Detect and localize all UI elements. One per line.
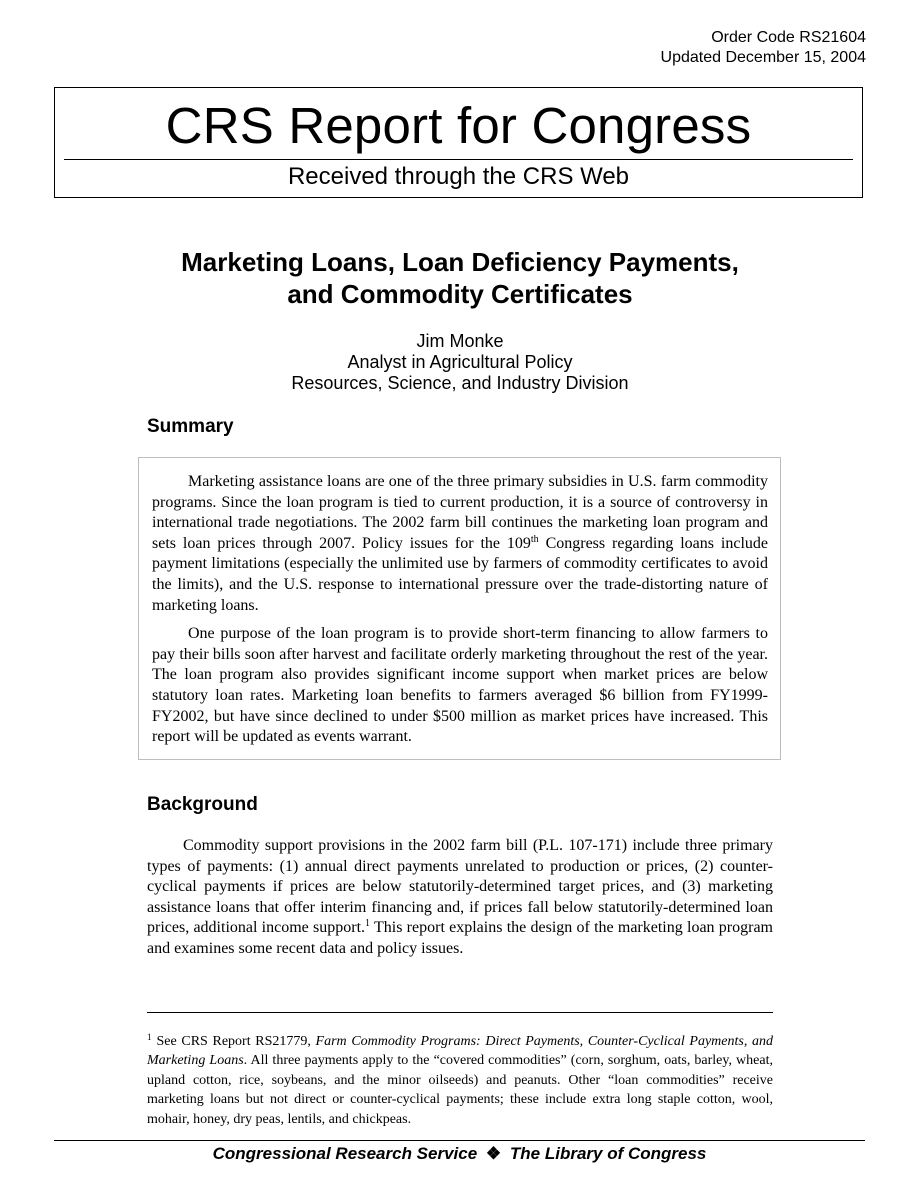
background-heading: Background (147, 794, 258, 815)
footnote-citation-title: Farm Commodity Programs: Direct Payments, Counter-Cyclical Payments, and Marketing Loans (147, 1034, 773, 1069)
footer-rule (54, 1140, 865, 1141)
diamond-icon: ❖ (485, 1144, 502, 1163)
footnote-1 (147, 1032, 773, 1129)
background-paragraph-1 (147, 836, 773, 960)
summary-p1-superscript: th (530, 533, 539, 545)
footer-line (54, 1143, 865, 1165)
background-p1-text-a: Commodity support provisions in the 2002 farm bill (P.L. 107-171) include three primary types of payments: (1) annual direct payments unrelated to production or prices, (2) counter-cyclical payments if prices are below statutorily-determined target prices, and (3) marketing assistance loans that offer interim financing and, if prices fall below statutorily-determined loan prices, additional income support. (147, 837, 773, 937)
author-title: Analyst in Agricultural Policy (347, 352, 573, 372)
author-division: Resources, Science, and Industry Division (291, 373, 629, 393)
summary-box (138, 457, 781, 760)
crs-banner (54, 87, 863, 198)
footnote-number: 1 (147, 1032, 152, 1042)
author-name: Jim Monke (416, 331, 504, 351)
footer-loc: The Library of Congress (509, 1144, 707, 1163)
footnote-ref-1: 1 (365, 918, 371, 930)
order-code-block (661, 28, 866, 68)
report-title-line2: and Commodity Certificates (287, 279, 633, 309)
summary-heading: Summary (147, 416, 234, 437)
summary-p1-text-a: Marketing assistance loans are one of the three primary subsidies in U.S. farm commodity programs. Since the loan program is tied to current production, it is a source of controversy in international trade negotiations. The 2002 farm bill continues the marketing loan program and sets loan prices through 2007. Policy issues for the 109 (152, 473, 768, 552)
order-code: Order Code RS21604 (711, 29, 866, 46)
background-p1-text-b: This report explains the design of the marketing loan program and examines some recent data and policy issues. (147, 919, 773, 957)
footnote-lead: See CRS Report RS21779, (156, 1034, 316, 1049)
summary-p1-text-b: Congress regarding loans include payment limitations (especially the unlimited use by farmers of commodity certificates to avoid the limits), and the U.S. response to international pressure over the trade-distorting nature of marketing loans. (152, 534, 768, 614)
footnote-rest: . All three payments apply to the “covered commodities” (corn, sorghum, oats, barley, wheat, upland cotton, rice, soybeans, and the minor oilseeds) and peanuts. Other “loan commodities” receive marketing loans but not direct or counter-cyclical payments; these include extra long staple cotton, wool, mohair, honey, dry peas, lentils, and chickpeas. (147, 1053, 773, 1127)
summary-paragraph-2: One purpose of the loan program is to provide short-term financing to allow farmers to pay their bills soon after harvest and facilitate orderly marketing throughout the rest of the year. The loan program also provides significant income support when market prices are below statutory loan rates. Marketing loan benefits to farmers averaged $6 billion from FY1999-FY2002, but have since declined to under $500 million as market prices have increased. This report will be updated as events warrant. (152, 625, 768, 746)
crs-banner-subtitle: Received through the CRS Web (287, 163, 630, 190)
summary-paragraph-1 (152, 472, 768, 616)
author-block (150, 331, 770, 394)
footer-crs: Congressional Research Service (212, 1144, 478, 1163)
footnote-separator (147, 1012, 773, 1013)
report-title-line1: Marketing Loans, Loan Deficiency Payments, (181, 247, 739, 277)
crs-banner-rule (64, 159, 853, 160)
updated-date: Updated December 15, 2004 (660, 49, 866, 66)
report-title (100, 246, 820, 310)
background-body (147, 836, 773, 960)
crs-banner-title: CRS Report for Congress (165, 97, 752, 154)
